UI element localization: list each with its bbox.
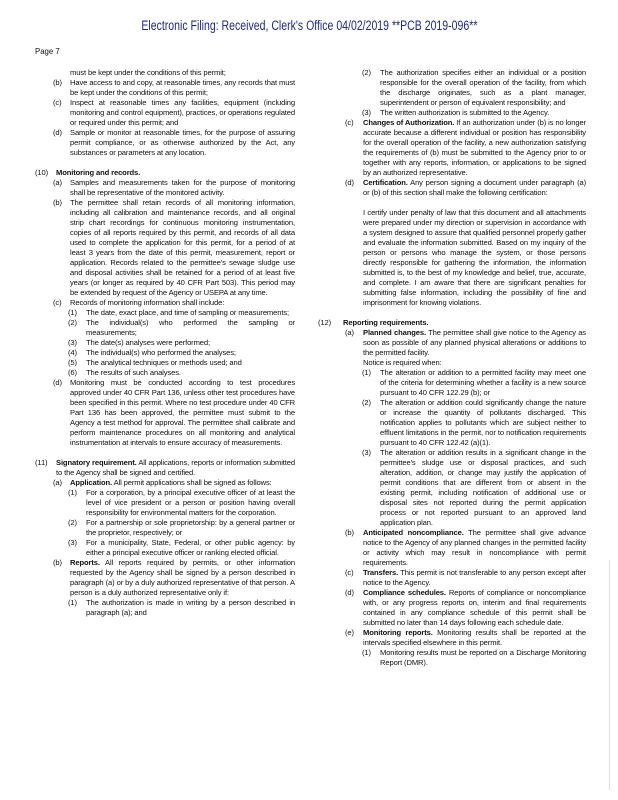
item-label: (4): [68, 348, 77, 357]
item-label: (d): [53, 378, 62, 387]
item-label: (c): [345, 568, 354, 577]
list-item: [318, 368, 586, 398]
item-heading: Compliance schedules.: [363, 588, 446, 597]
list-item: [35, 598, 295, 618]
item-heading: Monitoring reports.: [363, 628, 433, 637]
item-label: (2): [362, 68, 371, 77]
list-item: [35, 348, 295, 358]
item-heading: Reporting requirements.: [343, 318, 429, 327]
item-label: (3): [68, 338, 77, 347]
item-label: (2): [68, 518, 77, 527]
item-label: (e): [345, 628, 354, 637]
item-label: (1): [68, 308, 77, 317]
item-heading: Application.: [70, 478, 113, 487]
item-text: The analytical techniques or methods used; and: [86, 358, 242, 367]
subsection-item: [318, 208, 586, 308]
filing-stamp-text: Electronic Filing: Received, Clerk's Office 04/02/2019 **PCB 2019-096**: [140, 18, 478, 33]
item-text: The date(s) analyses were performed;: [86, 338, 210, 347]
item-label: (3): [362, 108, 371, 117]
item-text: The results of such analyses.: [86, 368, 181, 377]
item-heading: Monitoring and records.: [56, 168, 141, 177]
subsection-item: [318, 178, 586, 198]
item-label: (2): [362, 398, 371, 407]
page-edge-divider: [609, 560, 610, 790]
item-text: For a partnership or sole proprietorship: by a general partner or the proprietor, respectively; or: [86, 518, 295, 537]
item-label: (a): [53, 478, 62, 487]
subsection-item: [35, 98, 295, 128]
subsection-item: [35, 78, 295, 98]
item-text: must be kept under the conditions of this permit;: [70, 68, 226, 77]
list-item: [318, 68, 586, 108]
item-text: Inspect at reasonable times any facilities, equipment (including monitoring and control equipment), practices, or operations regulated or required under this permit; and: [70, 98, 295, 127]
subsection-item: [35, 198, 295, 298]
subsection-item: [35, 128, 295, 158]
item-text: The permittee shall retain records of all monitoring information, including all calibration and maintenance records, and all original strip chart recordings for continuous monitoring instrumentation, copies of all reports required by this permit, and records of all data used to complete the application for this permit, for a period of at least 3 years from the date of this permit, measurement, report or application. Records related to the permittee's sewage sludge use and disposal activities shall be retained for a period of at least five years (or longer as required by 40 CFR Part 503). This period may be extended by request of the Agency or USEPA at any time.: [70, 198, 295, 297]
item-label: (10): [35, 168, 49, 177]
list-item: [35, 488, 295, 518]
item-label: (2): [68, 318, 77, 327]
subsection-item: [35, 178, 295, 198]
item-label: (c): [53, 298, 62, 307]
item-heading: Reports.: [70, 558, 100, 567]
item-label: (3): [68, 538, 77, 547]
item-text: Reports of compliance or noncompliance with, or any progress reports on, interim and final requirements contained in any compliance schedule of this permit shall be submitted no later than 14 days following each schedule date.: [363, 588, 587, 627]
item-text: The alteration or addition results in a significant change in the permittee's sludge use or disposal practices, and such alteration, addition, or change may justify the application of permit conditions that are different from or absent in the existing permit, including notification of additional use or disposal sites not reported during the permit application process or not reported pursuant to an approved land application plan.: [380, 448, 586, 527]
item-label: (1): [362, 368, 371, 377]
item-label: (5): [68, 358, 77, 367]
right-column: [318, 68, 586, 668]
item-label: (b): [53, 558, 62, 567]
left-column: [35, 68, 295, 618]
item-text: All applications, reports or information submitted to the Agency shall be signed and certified.: [56, 458, 295, 477]
item-text: The permittee shall give advance notice to the Agency of any planned changes in the permitted facility or activity which may result in noncompliance with permit requirements.: [363, 528, 586, 567]
item-text: Monitoring results must be reported on a Discharge Monitoring Report (DMR).: [380, 648, 586, 667]
item-label: (b): [53, 198, 62, 207]
subsection-item: [35, 478, 295, 488]
item-text: All permit applications shall be signed as follows:: [113, 478, 272, 487]
list-item: [35, 538, 295, 558]
item-text: The date, exact place, and time of sampling or measurements;: [86, 308, 290, 317]
subsection-item: [35, 378, 295, 448]
section-item: [35, 168, 295, 178]
subsection-item: [318, 628, 586, 648]
item-text: If an authorization under (b) is no longer accurate because a different individual or position has responsibility for the overall operation of the facility, a new authorization satisfying the requirements of (b) must be submitted to the Agency prior to or together with any reports, information, or applications to be signed by an authorized representative.: [363, 118, 586, 177]
item-text: Have access to and copy, at reasonable times, any records that must be kept under the conditions of this permit;: [70, 78, 295, 97]
subsection-item: [318, 118, 586, 178]
item-heading: Anticipated noncompliance.: [363, 528, 464, 537]
item-text: The alteration or addition to a permitted facility may meet one of the criteria for determining whether a facility is a new source pursuant to 40 CFR 122.29 (b); or: [380, 368, 586, 397]
paragraph-gap: [318, 308, 586, 318]
list-item: [318, 648, 586, 668]
item-text: For a municipality, State, Federal, or other public agency: by either a principal executive officer or ranking elected official.: [86, 538, 295, 557]
item-heading: Changes of Authorization.: [363, 118, 455, 127]
item-label: (b): [53, 78, 62, 87]
item-text: The authorization specifies either an individual or a position responsible for the overall operation of the facility, from which the discharge originates, such as a plant manager, superintendent or person of equivalent responsibility; and: [380, 68, 586, 107]
item-heading: Transfers.: [363, 568, 399, 577]
list-item: [35, 338, 295, 348]
list-item: [35, 518, 295, 538]
item-text: Records of monitoring information shall include:: [70, 298, 225, 307]
item-label: (d): [53, 128, 62, 137]
item-heading: Planned changes.: [363, 328, 426, 337]
item-label: (3): [362, 448, 371, 457]
item-label: (c): [345, 118, 354, 127]
item-label: (1): [68, 488, 77, 497]
item-text: The individual(s) who performed the analyses;: [86, 348, 236, 357]
item-text: All reports required by permits, or other information requested by the Agency shall be signed by a person described in paragraph (a) or by a duly authorized representative of that person. A person is a duly authorized representative only if:: [70, 558, 295, 597]
subsection-item: [318, 528, 586, 568]
subsection-item: [35, 68, 295, 78]
paragraph-gap: [35, 158, 295, 168]
subsection-item: [35, 558, 295, 598]
subsection-item: [318, 588, 586, 628]
list-item: [318, 108, 586, 118]
item-text: For a corporation, by a principal executive officer of at least the level of vice president or a person or position having overall responsibility for environmental matters for the corporation.: [86, 488, 295, 517]
item-text: Notice is required when:: [363, 358, 442, 367]
list-item: [35, 308, 295, 318]
item-text: The authorization is made in writing by a person described in paragraph (a); and: [86, 598, 295, 617]
section-item: [318, 318, 586, 328]
item-text: The alteration or addition could significantly change the nature or increase the quantity of pollutants discharged. This notification applies to pollutants which are subject neither to effluent limitations in the permit, nor to notification requirements pursuant to 40 CFR 122.42 (a)(1).: [380, 398, 586, 447]
item-label: (b): [345, 528, 354, 537]
item-text: Monitoring results shall be reported at the intervals specified elsewhere in this permit.: [363, 628, 586, 647]
subsection-item: [318, 358, 586, 368]
item-label: (a): [345, 328, 354, 337]
list-item: [35, 368, 295, 378]
item-label: (c): [53, 98, 62, 107]
subsection-item: [35, 298, 295, 308]
item-label: (1): [68, 598, 77, 607]
subsection-item: [318, 328, 586, 358]
item-text: The permittee shall give notice to the Agency as soon as possible of any planned physical alterations or additions to the permitted facility.: [363, 328, 586, 357]
item-label: (d): [345, 178, 354, 187]
item-label: (a): [53, 178, 62, 187]
list-item: [318, 448, 586, 528]
item-text: Sample or monitor at reasonable times, for the purpose of assuring permit compliance, or as otherwise authorized by the Act, any substances or parameters at any location.: [70, 128, 295, 157]
item-text: The written authorization is submitted to the Agency.: [380, 108, 550, 117]
section-item: [35, 458, 295, 478]
item-text: This permit is not transferable to any person except after notice to the Agency.: [363, 568, 587, 587]
item-label: (12): [318, 318, 332, 327]
page-number: Page 7: [35, 47, 60, 56]
subsection-item: [318, 568, 586, 588]
item-label: (1): [362, 648, 371, 657]
item-text: The individual(s) who performed the sampling or measurements;: [86, 318, 295, 337]
item-text: Any person signing a document under paragraph (a) or (b) of this section shall make the following certification:: [363, 178, 586, 197]
item-label: (6): [68, 368, 77, 377]
item-label: (d): [345, 588, 354, 597]
item-heading: Certification.: [363, 178, 408, 187]
item-text: Monitoring must be conducted according to test procedures approved under 40 CFR Part 136, unless other test procedures have been specified in this permit. Where no test procedure under 40 CFR Part 136 has been approved, the permittee must submit to the Agency a test method for approval. The permittee shall calibrate and perform maintenance procedures on all monitoring and analytical instrumentation at intervals to ensure accuracy of measurements.: [70, 378, 295, 447]
list-item: [318, 398, 586, 448]
paragraph-gap: [318, 198, 586, 208]
item-text: I certify under penalty of law that this document and all attachments were prepared under my direction or supervision in accordance with a system designed to assure that qualified personnel properly gather and evaluate the information submitted. Based on my inquiry of the person or persons who manage the system, or those persons directly responsible for gathering the information, the information submitted is, to the best of my knowledge and belief, true, accurate, and complete. I am aware that there are significant penalties for submitting false information, including the possibility of fine and imprisonment for knowing violations.: [363, 208, 586, 307]
item-text: Samples and measurements taken for the purpose of monitoring shall be representative of the monitored activity.: [70, 178, 295, 197]
item-heading: Signatory requirement.: [56, 458, 137, 467]
list-item: [35, 358, 295, 368]
electronic-filing-stamp: [0, 18, 618, 33]
item-label: (11): [35, 458, 48, 467]
paragraph-gap: [35, 448, 295, 458]
list-item: [35, 318, 295, 338]
